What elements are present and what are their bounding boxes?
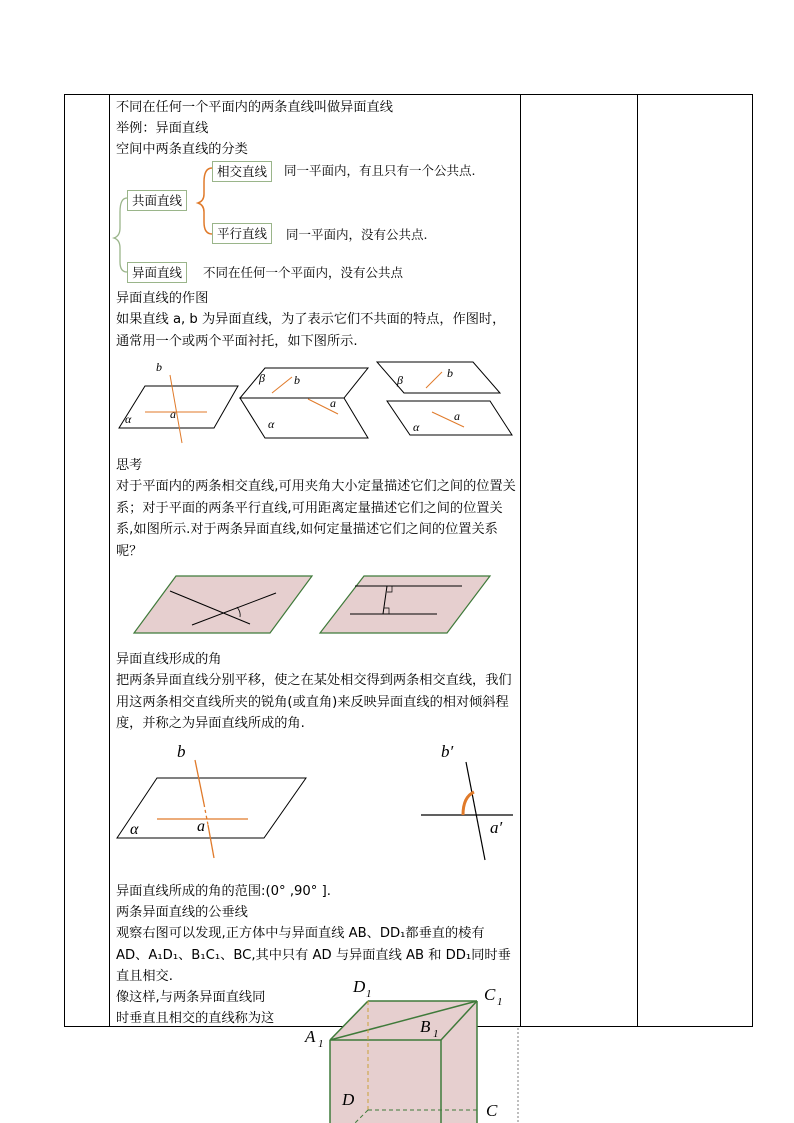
label-alpha-2: α — [268, 417, 275, 431]
label-D1-sub: 1 — [366, 988, 372, 1000]
label-a-prime: a′ — [490, 818, 503, 837]
label-a-big: a — [197, 818, 205, 835]
definition-line: 不同在任何一个平面内的两条直线叫做异面直线 — [116, 100, 393, 115]
angle-paragraph: 把两条异面直线分别平移，使之在某处相交得到两条相交直线，我们用这两条相交直线所夹的锐角(或直角)来反映异面直线的相对倾斜程度，并称之为异面直线所成的角. — [116, 673, 512, 731]
label-b-3: b — [447, 366, 453, 380]
intersect-box: 相交直线 — [212, 161, 272, 182]
label-C: C — [486, 1101, 498, 1120]
label-D1: D — [353, 977, 366, 996]
label-beta-2: β — [259, 371, 265, 385]
skew-desc: 不同在任何一个平面内，没有公共点 — [203, 265, 404, 280]
label-alpha-1: α — [125, 412, 132, 426]
drawing-paragraph: 如果直线 a, b 为异面直线，为了表示它们不共面的特点，作图时，通常用一个或两个平面衬托，如下图所示. — [116, 312, 506, 349]
classify-heading: 空间中两条直线的分类 — [116, 142, 248, 157]
intersect-desc: 同一平面内，有且只有一个公共点. — [284, 163, 476, 178]
perp-title: 两条异面直线的公垂线 — [116, 905, 248, 920]
label-B1: B — [420, 1017, 431, 1036]
perp-line-b: 时垂直且相交的直线称为这 — [116, 1011, 275, 1026]
coplanar-box: 共面直线 — [127, 190, 187, 211]
think-title: 思考 — [116, 458, 143, 473]
label-b-prime: b′ — [441, 742, 454, 761]
label-a-1: a — [170, 407, 176, 421]
skew-box: 异面直线 — [127, 262, 187, 283]
label-D: D — [342, 1090, 355, 1109]
label-b-1: b — [156, 360, 162, 374]
label-A1-sub: 1 — [318, 1038, 324, 1050]
label-a-2: a — [330, 396, 336, 410]
label-a-3: a — [454, 409, 460, 423]
perp-paragraph: 观察右图可以发现,正方体中与异面直线 AB、DD₁都垂直的棱有AD、A₁D₁、B₁C₁、BC,其中只有 AD 与异面直线 AB 和 DD₁同时垂直且相交. — [116, 926, 511, 984]
parallel-desc: 同一平面内，没有公共点. — [286, 227, 428, 242]
range-line: 异面直线所成的角的范围:(0° ,90° ]. — [116, 884, 331, 899]
angle-title: 异面直线形成的角 — [116, 652, 222, 667]
label-alpha-3: α — [413, 420, 420, 434]
label-b-big: b — [177, 742, 186, 761]
drawing-title: 异面直线的作图 — [116, 291, 209, 306]
label-alpha-big: α — [130, 821, 139, 838]
label-beta-3: β — [397, 373, 403, 387]
label-B1-sub: 1 — [433, 1028, 439, 1040]
think-paragraph: 对于平面内的两条相交直线,可用夹角大小定量描述它们之间的位置关系；对于平面的两条平行直线,可用距离定量描述它们之间的位置关系,如图所示.对于两条异面直线,如何定量描述它们之间的位置关系呢？ — [116, 479, 516, 559]
label-C1: C — [484, 985, 496, 1004]
parallel-box: 平行直线 — [212, 223, 272, 244]
label-C1-sub: 1 — [497, 996, 503, 1008]
example-line: 举例：异面直线 — [116, 121, 209, 136]
perp-line-a: 像这样,与两条异面直线同 — [116, 990, 266, 1005]
label-b-2: b — [294, 373, 300, 387]
label-A1: A — [305, 1027, 316, 1046]
